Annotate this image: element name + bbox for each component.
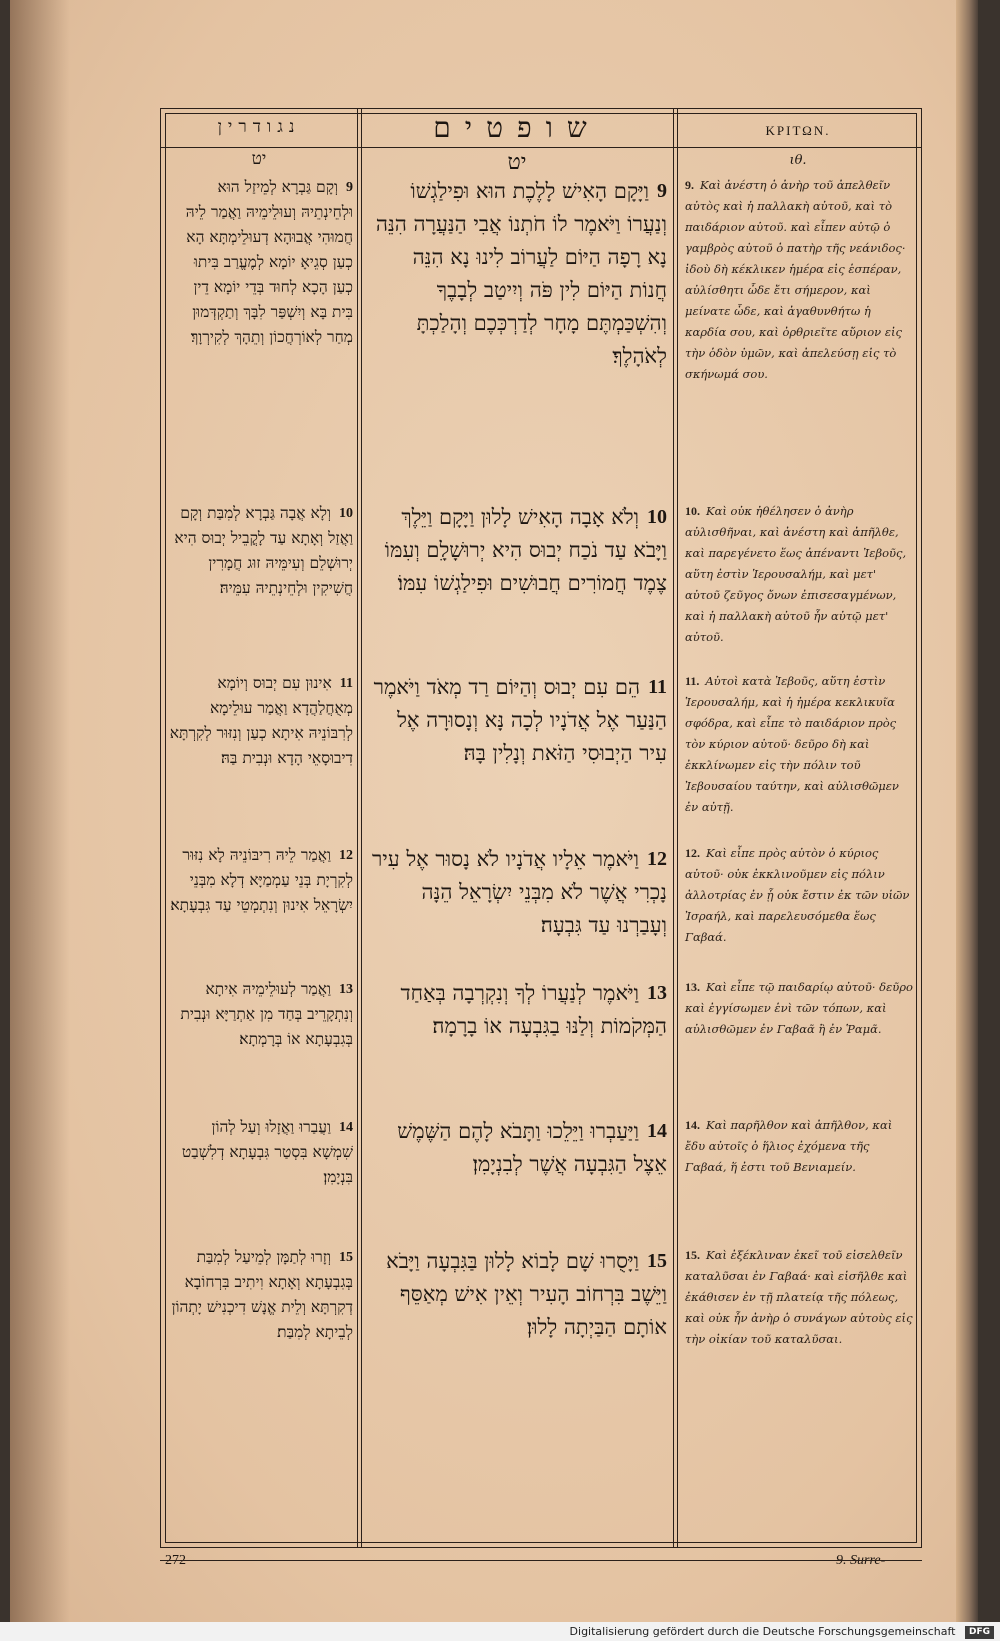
- page-number: 272: [165, 1553, 186, 1568]
- hebrew-verse: [369, 977, 667, 1043]
- verse-text: הֵם עִם יְבוּס וְהַיּוֹם רַד מְאֹד וַיֹּאמֶר הַנַּעַר אֶל אֲדֹנָיו לְכָה נָּא וְנָסוּרָה אֶל עִיר הַיְבוּסִי הַזֹּאת וְנָלִין בָּהּ׃: [373, 675, 667, 765]
- column-rule-left: [357, 109, 358, 1547]
- footer-rule: [160, 1560, 922, 1561]
- verse-number: 9: [657, 180, 667, 202]
- verse-number: 13: [647, 982, 667, 1004]
- column-rule-left-inner: [361, 109, 362, 1547]
- verse-text: Καὶ παρῆλθον καὶ ἀπῆλθον, καὶ ἔδυ αὐτοῖς ὁ ἥλιος ἐχόμενα τῆς Γαβαά, ἥ ἐστι τοῦ Βενιαμείν.: [685, 1118, 893, 1174]
- verse-number: 11: [339, 676, 353, 691]
- hebrew-verse: [369, 1115, 667, 1181]
- verse-text: Αὐτοὶ κατὰ Ἰεβοῦς, αὕτη ἐστὶν Ἱερουσαλήμ, καὶ ἡ ἡμέρα κεκλικυῖα σφόδρα, καὶ εἶπε τὸ παιδάριον πρὸς τὸν κύριον αὐτοῦ· δεῦρο δὴ καὶ ἐκκλίνωμεν εἰς τὴν πόλιν τοῦ Ἰεβουσαίου ταύτην, καὶ αὐλισθῶμεν ἐν αὐτῇ.: [685, 674, 899, 814]
- verse-text: Καὶ ἐξέκλιναν ἐκεῖ τοῦ εἰσελθεῖν καταλῦσαι ἐν Γαβαά· καὶ εἰσῆλθε καὶ ἐκάθισεν ἐν τῇ πλατείᾳ τῆς πόλεως, καὶ οὐκ ἦν ἀνὴρ ὁ συνάγων αὐτοὺς εἰς τὴν οἰκίαν τοῦ καταλῦσαι.: [685, 1248, 913, 1346]
- verse-number: 10: [339, 506, 353, 521]
- column-rule-right: [673, 109, 674, 1547]
- verse-text: וַיָּסֻרוּ שָׁם לָבוֹא לָלוּן בַּגִּבְעָה וַיָּבֹא וַיֵּשֶׁב בִּרְחוֹב הָעִיר וְאֵין אִישׁ מְאַסֵּף אוֹתָם הַבַּיְתָה לָלוּן׃: [386, 1249, 667, 1339]
- verse-number: 10: [647, 506, 667, 528]
- greek-column: [685, 175, 913, 1537]
- header-rule: [161, 147, 921, 148]
- targum-verse: [169, 501, 353, 601]
- targum-verse: [169, 1115, 353, 1190]
- verse-number: 10.: [685, 504, 700, 518]
- targum-verse: [169, 843, 353, 918]
- dfg-logo-icon: DFG: [965, 1626, 994, 1639]
- hebrew-verse: [369, 671, 667, 770]
- verse-number: 12.: [685, 846, 700, 860]
- hebrew-header: שופטים: [433, 111, 601, 144]
- hebrew-verse: [369, 501, 667, 600]
- greek-verse: [685, 175, 913, 385]
- verse-number: 12: [339, 848, 353, 863]
- digitization-banner: [0, 1622, 1000, 1641]
- page-edges: [956, 0, 978, 1641]
- targum-verse: [169, 1245, 353, 1345]
- digitization-note: Digitalisierung gefördert durch die Deutsche Forschungsgemeinschaft: [569, 1625, 956, 1638]
- hebrew-chapter-number: יט: [507, 150, 527, 175]
- verse-text: וַיָּקָם הָאִישׁ לָלֶכֶת הוּא וּפִילַגְשׁוֹ וְנַעֲרוֹ וַיֹּאמֶר לוֹ חֹתְנוֹ אֲבִי הַנַּעֲרָה הִנֵּה נָא רָפָה הַיּוֹם לַעֲרוֹב לִינוּ נָא הִנֵּה חֲנוֹת הַיּוֹם לִין פֹּה וְיִיטַב לְבָבֶךָ וְהִשְׁכַּמְתֶּם מָחָר לְדַרְכְּכֶם וְהָלַכְתָּ לְאֹהָלֶךָ׃: [375, 179, 667, 368]
- targum-column: [169, 175, 353, 1537]
- targum-header: נגודרין: [217, 117, 301, 137]
- targum-verse: [169, 977, 353, 1052]
- verse-text: וַיַּעַבְרוּ וַיֵּלֵכוּ וַתָּבֹא לָהֶם הַשֶּׁמֶשׁ אֵצֶל הַגִּבְעָה אֲשֶׁר לְבִנְיָמִן׃: [397, 1119, 667, 1176]
- greek-verse: [685, 977, 913, 1040]
- verse-number: 15.: [685, 1248, 700, 1262]
- verse-number: 13.: [685, 980, 700, 994]
- hebrew-verse: [369, 843, 667, 942]
- verse-number: 9.: [685, 178, 694, 192]
- targum-verse: [169, 175, 353, 350]
- verse-number: 14: [339, 1120, 353, 1135]
- verse-number: 12: [647, 848, 667, 870]
- verse-number: 9: [346, 180, 353, 195]
- targum-verse: [169, 671, 353, 771]
- greek-verse: [685, 671, 913, 818]
- verse-text: וְלָא אֲבָה גַּבְרָא לְמִבַּת וְקָם וַאֲזַל וְאָתָא עַד לָקֳבֵיל יְבוּס הִיא יְרוּשְׁלֵם וְעִימֵּיהּ זוּג חֲמָרִין חֲשִׁיקִין וּלְחֵינְתֵיהּ עִמֵּיהּ׃: [174, 504, 353, 597]
- catchword: 9. Surre-: [836, 1553, 886, 1568]
- verse-number: 11: [648, 676, 667, 698]
- greek-header: ΚΡΙΤΩΝ.: [765, 123, 831, 138]
- verse-number: 15: [647, 1250, 667, 1272]
- greek-verse: [685, 1245, 913, 1350]
- verse-text: וְלֹא אָבָה הָאִישׁ לָלוּן וַיָּקָם וַיֵּלֶךְ וַיָּבֹא עַד נֹכַח יְבוּס הִיא יְרוּשָׁלִָם וְעִמּוֹ צֶמֶד חֲמוֹרִים חֲבוּשִׁים וּפִילַגְשׁוֹ עִמּוֹ׃: [384, 505, 667, 595]
- verse-number: 13: [339, 982, 353, 997]
- greek-chapter-number: ιθ.: [789, 153, 807, 168]
- text-frame: [160, 108, 922, 1548]
- verse-text: Καὶ εἶπε πρὸς αὐτὸν ὁ κύριος αὐτοῦ· οὐκ ἐκκλινοῦμεν εἰς πόλιν ἀλλοτρίας ἐν ᾗ οὐκ ἔστιν ἐκ τῶν υἱῶν Ἰσραήλ, καὶ παρελευσόμεθα ἕως Γαβαά.: [685, 846, 910, 944]
- hebrew-verse: [369, 175, 667, 373]
- verse-text: וַאֲמַר לְעוּלֵימֵיהּ אִיתָא וְנִתְקָרֵיב בְּחַד מִן אַתְרַיָּא וּנְבִית בְּגִבְעָתָא אוֹ בְּרָמְתָא׃: [180, 980, 353, 1048]
- verse-text: וְקָם גַּבְרָא לְמֵיזַל הוּא וּלְחֵינְתֵיהּ וְעוּלֵימֵיהּ וַאֲמַר לֵיהּ חֲמוּהִי אֲבוּהָא דְעוּלֵימְתָּא הָא כְעַן סְגֵיאָ יוֹמָא לְמֶעֱרַב בִּיתוּ כְעַן הָכָא לְחוּד בְּדֵי יוֹמָא דֵין בִּית בָּא וְיִשְׁפַּר לִבָּךְ וְתַקְדְּמוּן מְחַר לְאוֹרְחֲכוֹן וְתֵהָךְ לְקִירְוָךְ׃: [185, 178, 353, 346]
- verse-text: וַעֲבַרוּ וַאֲזָלוּ וְעַל לְהוֹן שִׁמְשָׁא בִּסְטַר גִּבְעָתָא דְלִשְׁבַט בִּנְיָמִן׃: [181, 1118, 353, 1186]
- verse-number: 14.: [685, 1118, 700, 1132]
- greek-verse: [685, 843, 913, 948]
- verse-text: Καὶ ἀνέστη ὁ ἀνὴρ τοῦ ἀπελθεῖν αὐτὸς καὶ ἡ παλλακὴ αὐτοῦ, καὶ τὸ παιδάριον αὐτοῦ. καὶ εἶπεν αὐτῷ ὁ γαμβρὸς αὐτοῦ ὁ πατὴρ τῆς νεάνιδος· ἰδοὺ δὴ κέκλικεν ἡμέρα εἰς ἑσπέραν, αὐλίσθητι ὧδε ἔτι σήμερον, καὶ μείνατε ὧδε, καὶ ἀγαθυνθήτω ἡ καρδία σου, καὶ ὀρθριεῖτε αὔριον εἰς τὴν ὁδὸν ὑμῶν, καὶ ἀπελεύσῃ εἰς τὸ σκήνωμά σου.: [685, 178, 906, 381]
- verse-text: וַאֲמַר לֵיהּ רִיבּוֹנֵיהּ לָא נִזּוּר לְקִרְיָת בְּנֵי עַמְמַיָּא דְלָא מִבְּנֵי יִשְׂרָאֵל אִינוּן וְנִתְמְטֵי עַד גִּבְעָתָא׃: [170, 846, 353, 914]
- hebrew-verse: [369, 1245, 667, 1344]
- gutter-shadow: [10, 0, 70, 1641]
- hebrew-column: [369, 175, 667, 1537]
- verse-text: Καὶ οὐκ ἠθέλησεν ὁ ἀνὴρ αὐλισθῆναι, καὶ ἀνέστη καὶ ἀπῆλθε, καὶ παρεγένετο ἕως ἀπέναντι Ἰεβοῦς, αὕτη ἐστὶν Ἱερουσαλήμ, καὶ μετ' αὐτοῦ ζεῦγος ὄνων ἐπισεσαγμένων, καὶ ἡ παλλακὴ αὐτοῦ ἦν αὐτῷ μετ' αὐτοῦ.: [685, 504, 907, 644]
- column-rule-right-inner: [677, 109, 678, 1547]
- greek-verse: [685, 1115, 913, 1178]
- verse-text: וַיֹּאמֶר אֵלָיו אֲדֹנָיו לֹא נָסוּר אֶל עִיר נָכְרִי אֲשֶׁר לֹא מִבְּנֵי יִשְׂרָאֵל הֵנָּה וְעָבַרְנוּ עַד גִּבְעָה׃: [371, 847, 667, 937]
- verse-text: וְזָרוּ לְתַמָּן לְמֵיעַל לְמִבַּת בְּגִבְעָתָא וְאָתָא וִיתִיב בִּרְחוֹבָא דְקִרְתָּא וְלֵית אֱנָשׁ דִיכְנִישׁ יָתְהוֹן לְבֵיתָא לְמִבַּת׃: [171, 1248, 353, 1341]
- verse-number: 15: [339, 1250, 353, 1265]
- greek-verse: [685, 501, 913, 648]
- verse-number: 11.: [685, 674, 700, 688]
- verse-text: Καὶ εἶπε τῷ παιδαρίῳ αὐτοῦ· δεῦρο καὶ ἐγγίσωμεν ἑνὶ τῶν τόπων, καὶ αὐλισθῶμεν ἐν Γαβαᾶ ἢ ἐν Ῥαμᾶ.: [685, 980, 913, 1036]
- verse-text: וַיֹּאמֶר לְנַעֲרוֹ לְךָ וְנִקְרְבָה בְּאַחַד הַמְּקֹמוֹת וְלַנּוּ בַגִּבְעָה אוֹ בָרָמָה׃: [400, 981, 667, 1038]
- targum-chapter-number: יט: [251, 149, 267, 169]
- verse-text: אִינוּן עִם יְבוּס וְיוֹמָא מְאֻחֲלַהֲדָא וַאֲמַר עוּלֵימָא לְרִבּוֹנֵיהּ אִיתָא כְעַן וְנִזּוּר לְקִרְתָּא דִיבוּסָאֵי הָדָא וּנְבִית בַּהּ׃: [169, 674, 353, 767]
- verse-number: 14: [647, 1120, 667, 1142]
